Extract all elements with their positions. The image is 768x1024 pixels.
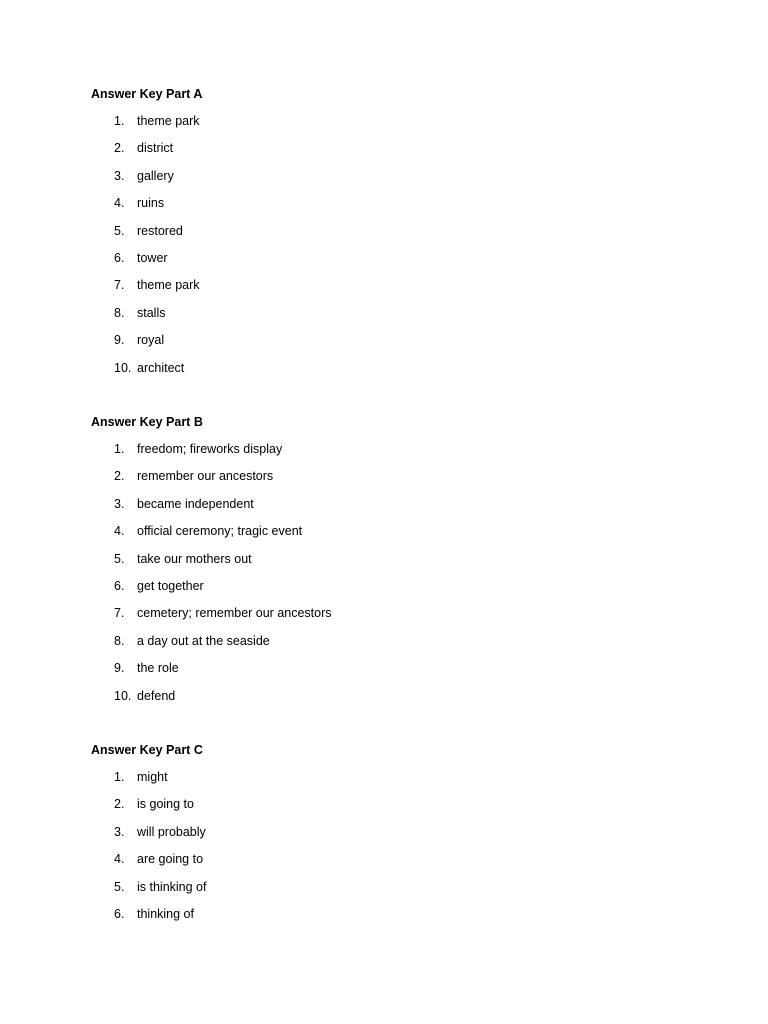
item-answer: district — [137, 141, 174, 156]
item-number: 8. — [114, 633, 125, 648]
item-number: 2. — [114, 469, 125, 484]
item-number: 1. — [114, 114, 125, 128]
item-number: 4. — [114, 852, 125, 867]
list-item — [91, 277, 691, 304]
item-number: 9. — [114, 333, 125, 348]
item-number: 7. — [114, 606, 125, 621]
item-number: 6. — [114, 578, 125, 593]
item-answer: is going to — [137, 797, 194, 812]
list-item — [91, 824, 691, 851]
list-item — [91, 769, 691, 796]
item-number: 10. — [114, 360, 132, 375]
list-item — [91, 223, 691, 250]
answer-list — [91, 113, 691, 387]
item-number: 4. — [114, 524, 125, 539]
item-answer: will probably — [137, 824, 206, 839]
item-number: 9. — [114, 661, 125, 676]
section-heading: Answer Key Part C — [91, 743, 203, 757]
item-number: 2. — [114, 797, 125, 812]
item-answer: cemetery; remember our ancestors — [137, 606, 332, 621]
item-answer: the role — [137, 661, 179, 676]
item-number: 10. — [114, 688, 132, 703]
list-item — [91, 523, 691, 550]
item-number: 3. — [114, 824, 125, 839]
item-answer: defend — [137, 688, 176, 703]
list-item — [91, 660, 691, 687]
answer-key-part-b — [91, 414, 691, 715]
item-number: 5. — [114, 879, 125, 894]
item-number: 3. — [114, 168, 125, 183]
answer-key-part-a — [91, 86, 691, 387]
item-answer: royal — [137, 333, 165, 348]
item-answer: restored — [137, 223, 183, 238]
list-item — [91, 441, 691, 468]
list-item — [91, 578, 691, 605]
item-number: 2. — [114, 141, 125, 156]
item-answer: are going to — [137, 852, 204, 867]
item-answer: theme park — [137, 114, 200, 128]
item-number: 1. — [114, 770, 125, 784]
list-item — [91, 332, 691, 359]
item-answer: gallery — [137, 168, 174, 183]
item-number: 6. — [114, 906, 125, 921]
list-item — [91, 168, 691, 195]
item-number: 5. — [114, 223, 125, 238]
list-item — [91, 360, 691, 387]
list-item — [91, 250, 691, 277]
section-heading: Answer Key Part A — [91, 87, 203, 101]
list-item — [91, 496, 691, 523]
item-answer: official ceremony; tragic event — [137, 524, 303, 539]
item-answer: remember our ancestors — [137, 469, 274, 484]
list-item — [91, 879, 691, 906]
item-answer: tower — [137, 250, 168, 265]
list-item — [91, 688, 691, 715]
item-answer: get together — [137, 578, 204, 593]
item-answer: might — [137, 770, 168, 784]
item-number: 6. — [114, 250, 125, 265]
answer-list — [91, 769, 691, 933]
item-number: 5. — [114, 551, 125, 566]
item-answer: ruins — [137, 196, 165, 211]
item-answer: a day out at the seaside — [137, 633, 270, 648]
list-item — [91, 305, 691, 332]
item-number: 7. — [114, 278, 125, 293]
list-item — [91, 796, 691, 823]
list-item — [91, 113, 691, 140]
answer-list — [91, 441, 691, 715]
item-number: 1. — [114, 442, 125, 456]
item-number: 8. — [114, 305, 125, 320]
list-item — [91, 851, 691, 878]
item-answer: is thinking of — [137, 879, 207, 894]
list-item — [91, 551, 691, 578]
list-item — [91, 906, 691, 933]
list-item — [91, 140, 691, 167]
list-item — [91, 195, 691, 222]
item-answer: thinking of — [137, 906, 194, 921]
item-number: 4. — [114, 196, 125, 211]
item-number: 3. — [114, 496, 125, 511]
list-item — [91, 468, 691, 495]
item-answer: theme park — [137, 278, 200, 293]
answer-key-part-c — [91, 742, 691, 933]
list-item — [91, 605, 691, 632]
item-answer: stalls — [137, 305, 166, 320]
item-answer: freedom; fireworks display — [137, 442, 283, 456]
list-item — [91, 633, 691, 660]
section-heading: Answer Key Part B — [91, 415, 203, 429]
item-answer: take our mothers out — [137, 551, 252, 566]
item-answer: architect — [137, 360, 185, 375]
item-answer: became independent — [137, 496, 254, 511]
